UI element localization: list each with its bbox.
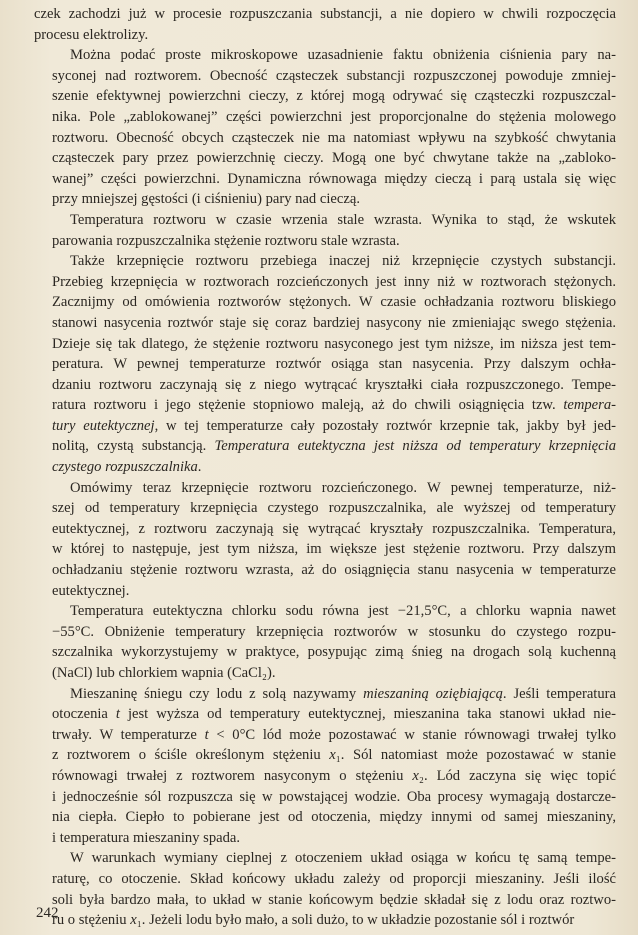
text-line: Zacznijmy od omówienia roztworów stężonych. W czasie ochładzania roztworu bliskiego xyxy=(52,294,616,311)
text-line: tury eutektycznej, w tej temperaturze cały pozostały roztwór krzepnie tak, jakby był jed- xyxy=(52,417,616,434)
text-line: syconej nad roztworem. Obecność cząsteczek substancji rozpuszczonej powoduje zmniej- xyxy=(52,67,616,84)
italic-term: t xyxy=(115,706,120,723)
text-line: równowagi trwałej z roztworem nasyconym o stężeniu x₂. Lód zaczyna się więc topić xyxy=(52,767,616,784)
paragraph xyxy=(34,848,616,930)
text-line: raturę, co otoczenie. Skład końcowy układu zależy od proporcji mieszaniny. Jeśli ilość xyxy=(52,870,616,887)
text-line: (NaCl) lub chlorkiem wapnia (CaCl₂). xyxy=(52,665,276,681)
text-line: Przebieg krzepnięcia w roztworach rozcieńczonych jest inny niż w roztworach stężonych. xyxy=(52,273,616,290)
text-line: Także krzepnięcie roztworu przebiega inaczej niż krzepnięcie czystych substancji. xyxy=(70,253,616,270)
paragraph xyxy=(34,684,616,849)
italic-term: x xyxy=(130,912,137,929)
text-line: szenie efektywnej powierzchni cieczy, z której mogą odrywać się cząsteczki rozpuszczal- xyxy=(52,88,616,105)
text-line: Mieszaninę śniegu czy lodu z solą nazywamy mieszaniną oziębiającą. Jeśli temperatura xyxy=(70,685,616,702)
paragraph xyxy=(34,45,616,210)
italic-term: czystego rozpuszczalnika xyxy=(52,459,198,476)
text-line: otoczenia t jest wyższa od temperatury eutektycznej, mieszanina taka stanowi układ nie- xyxy=(52,706,616,723)
body-text xyxy=(34,4,616,931)
text-line: Omówimy teraz krzepnięcie roztworu rozcieńczonego. W pewnej temperaturze, niż- xyxy=(70,479,616,496)
text-line: nia ciepła. Ciepło to pobierane jest od otoczenia, między innymi od samej mieszaniny, xyxy=(52,809,616,826)
text-line: wanej” części powierzchni. Dynamiczna równowaga między cieczą i parą ustala się więc xyxy=(52,170,616,187)
text-line: nika. Pole „zablokowanej” części powierzchni jest proporcjonalne do stężenia molowego xyxy=(52,108,616,125)
italic-term: t xyxy=(204,726,209,743)
text-line: Temperatura roztworu w czasie wrzenia stale wzrasta. Wynika to stąd, że wskutek xyxy=(70,211,616,228)
italic-term: Temperatura eutektyczna jest niższa od temperatury krzepnięcia xyxy=(214,438,616,455)
text-line: i jednocześnie sól rozpuszcza się w powstającej wodzie. Oba procesy wymagają dostarcze- xyxy=(52,788,616,805)
text-line: peratura. W pewnej temperaturze roztwór osiąga stan nasycenia. Przy dalszym ochła- xyxy=(52,356,616,373)
text-line: eutektycznej. xyxy=(52,582,130,599)
text-line: W warunkach wymiany cieplnej z otoczeniem układ osiąga w końcu tę samą tempe- xyxy=(70,850,616,867)
text-line: −55°C. Obniżenie temperatury krzepnięcia roztworów w stosunku do czystego rozpu- xyxy=(52,623,616,640)
text-line: szczalnika wykorzystujemy w praktyce, posypując zimą śnieg na drogach solą kuchenną xyxy=(52,644,616,661)
text-line: roztworu. Obecność obcych cząsteczek nie ma natomiast wpływu na szybkość chwytania xyxy=(52,129,616,146)
italic-term: x xyxy=(329,747,336,764)
paragraph xyxy=(34,210,616,251)
text-line: ru o stężeniu x₁. Jeżeli lodu było mało, a soli dużo, to w układzie pozostanie sól i roztwór xyxy=(52,912,575,929)
page-number: 242 xyxy=(36,905,59,921)
text-line: soli była bardzo mała, to układ w stanie końcowym będzie składał się z lodu oraz roztwo- xyxy=(52,891,616,908)
text-line: parowania rozpuszczalnika stężenie roztworu stale wzrasta. xyxy=(52,232,400,249)
text-line: Temperatura eutektyczna chlorku sodu równa jest −21,5°C, a chlorku wapnia nawet xyxy=(70,603,616,620)
text-line: czek zachodzi już w procesie rozpuszczania substancji, a nie dopiero w chwili rozpoczęcia xyxy=(34,6,616,22)
text-line: ratura roztworu i jego stężenie stopniowo maleją, aż do chwili osiągnięcia tzw. tempera- xyxy=(52,397,616,414)
text-line: ochładzaniu stężenie roztworu wzrasta, aż do osiągnięcia stanu nasycenia w temperaturze xyxy=(52,562,616,579)
text-line: cząsteczek pary przez powierzchnię cieczy. Mogą one być chwytane także na „zabloko- xyxy=(52,150,616,167)
text-line: nolitą, czystą substancją. Temperatura eutektyczna jest niższa od temperatury krzepnięcia xyxy=(52,438,616,455)
italic-term: mieszaniną oziębiającą xyxy=(363,685,503,702)
text-line: przy mniejszej gęstości (i ciśnieniu) pary nad cieczą. xyxy=(52,191,360,208)
paragraph xyxy=(34,478,616,602)
text-line: w której to następuje, jest tym niższa, im większe jest stężenie roztworu. Przy dalszym xyxy=(52,541,616,558)
text-line: z roztworem o ściśle określonym stężeniu x₁. Sól natomiast może pozostawać w stanie xyxy=(52,747,616,764)
italic-term: tury eutektycznej xyxy=(52,417,155,434)
paragraph xyxy=(34,601,616,683)
text-line: i temperatura mieszaniny spada. xyxy=(52,829,241,846)
paragraph xyxy=(34,251,616,478)
paragraph xyxy=(34,4,616,45)
italic-term: x xyxy=(412,767,419,784)
italic-term: tempera- xyxy=(563,397,616,414)
text-line: procesu elektrolizy. xyxy=(34,26,149,43)
text-line: dzaniu roztworu zaczynają się z niego wytrącać kryształki ciała rozpuszczonego. Tempe- xyxy=(52,376,616,393)
text-line: szej od temperatury krzepnięcia czystego rozpuszczalnika, ale wyższej od temperatury xyxy=(52,500,616,517)
text-line: eutektycznej, z roztworu zaczynają się wytrącać kryształy rozpuszczalnika. Temperatura, xyxy=(52,520,616,537)
text-line: stanowi nasycenia roztwór staje się coraz bardziej nasycony nie zmieniając swego stężenia. xyxy=(52,314,616,331)
text-line: Można podać proste mikroskopowe uzasadnienie faktu obniżenia ciśnienia pary na- xyxy=(70,47,616,64)
text-line: Dzieje się tak dlatego, że stężenie roztworu nasyconego jest tym niższe, im niższa jest tem- xyxy=(52,335,616,352)
text-line: trwały. W temperaturze t < 0°C lód może pozostawać w stanie równowagi trwałej tylko xyxy=(52,726,616,743)
text-line: czystego rozpuszczalnika. xyxy=(52,459,202,476)
